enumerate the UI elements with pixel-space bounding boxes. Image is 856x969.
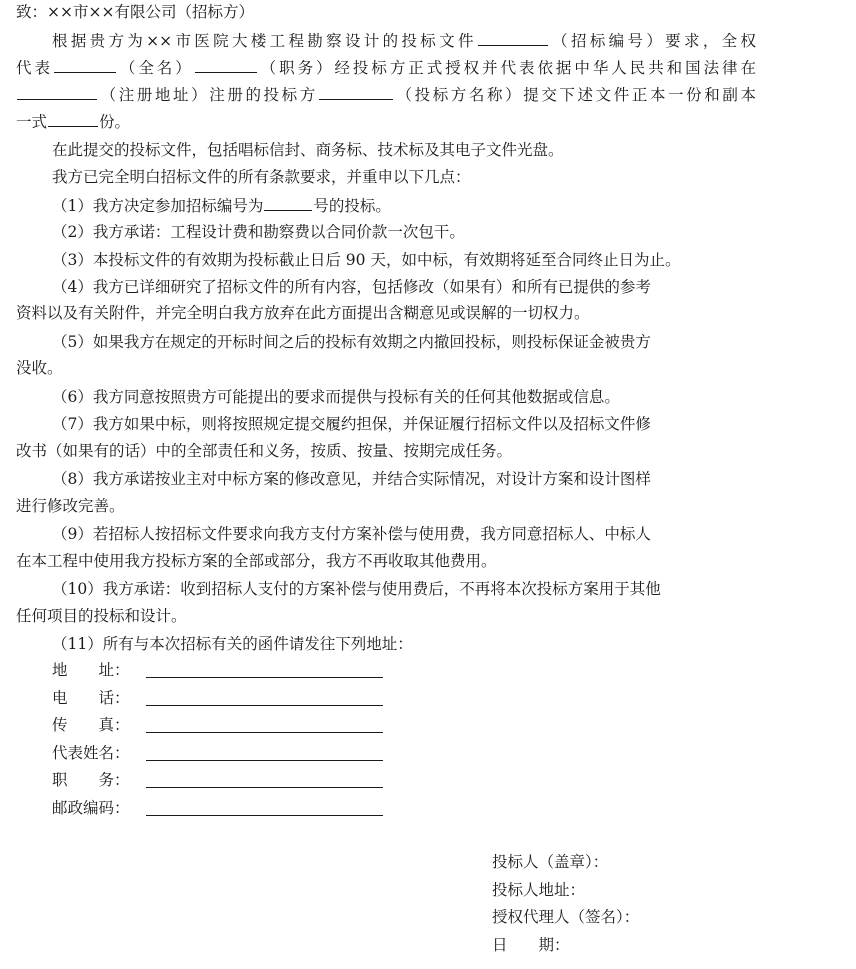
item-8-line-1: （8）我方承诺按业主对中标方案的修改意见，并结合实际情况，对设计方案和设计图样 <box>52 470 651 488</box>
item-6: （6）我方同意按照贵方可能提出的要求而提供与投标有关的任何其他数据或信息。 <box>52 388 620 406</box>
salutation: 致：××市××有限公司（招标方） <box>16 3 254 21</box>
contact-position-row <box>52 769 144 791</box>
contact-phone-label: 电 话： <box>52 689 130 707</box>
registered-address-blank <box>17 84 97 100</box>
item-4-line-2: 资料以及有关附件，并完全明白我方放弃在此方面提出含糊意见或误解的一切权力。 <box>16 304 590 322</box>
item-10-line-2: 任何项目的投标和设计。 <box>16 607 187 625</box>
contact-postcode-line <box>146 815 383 816</box>
bid-document-blank <box>478 30 548 46</box>
contact-phone-row <box>52 687 144 709</box>
bidder-name-blank <box>319 84 393 100</box>
contact-rep-name-row <box>52 742 144 764</box>
signature-agent-sign: 授权代理人（签名）： <box>492 908 640 926</box>
item-2: （2）我方承诺：工程设计费和勘察费以合同价款一次包干。 <box>52 223 465 241</box>
contact-address-row <box>52 659 144 681</box>
contact-rep-name-label: 代表姓名： <box>52 744 130 762</box>
contact-position-label: 职 务： <box>52 771 130 789</box>
item-1: （1）我方决定参加招标编号为 号的投标。 <box>52 197 391 215</box>
item-5-line-2: 没收。 <box>16 359 63 377</box>
contact-fax-row <box>52 714 144 736</box>
full-name-blank <box>54 57 116 73</box>
intro-line-4: 一式 份。 <box>16 113 131 131</box>
item-9-line-1: （9）若招标人按招标文件要求向我方支付方案补偿与使用费，我方同意招标人、中标人 <box>52 525 651 543</box>
bid-number-blank <box>264 195 312 211</box>
contact-postcode-label: 邮政编码： <box>52 799 130 817</box>
item-5-line-1: （5）如果我方在规定的开标时间之后的投标有效期之内撤回投标，则投标保证金被贵方 <box>52 333 651 351</box>
contact-address-line <box>146 677 383 678</box>
paragraph-declaration: 我方已完全明白招标文件的所有条款要求，并重申以下几点： <box>52 168 471 186</box>
item-9-line-2: 在本工程中使用我方投标方案的全部或部分，我方不再收取其他费用。 <box>16 552 497 570</box>
contact-fax-line <box>146 732 383 733</box>
item-7-line-2: 改书（如果有的话）中的全部责任和义务，按质、按量、按期完成任务。 <box>16 442 513 460</box>
item-4-line-1: （4）我方已详细研究了招标文件的所有内容，包括修改（如果有）和所有已提供的参考 <box>52 278 651 296</box>
item-3: （3）本投标文件的有效期为投标截止日后 90 天，如中标，有效期将延至合同终止日为止。 <box>52 251 681 269</box>
signature-date: 日 期： <box>492 936 570 954</box>
contact-address-label: 地 址： <box>52 661 130 679</box>
contact-postcode-row <box>52 797 144 819</box>
contact-phone-line <box>146 705 383 706</box>
copies-blank <box>48 111 98 127</box>
position-blank <box>195 57 257 73</box>
signature-bidder-address: 投标人地址： <box>492 881 586 899</box>
paragraph-submission: 在此提交的投标文件，包括唱标信封、商务标、技术标及其电子文件光盘。 <box>52 141 564 159</box>
intro-line-2: 代表 （全名） （职务）经投标方正式授权并代表依据中华人民共和国法律在 <box>16 59 756 77</box>
signature-bidder-seal: 投标人（盖章）： <box>492 853 609 871</box>
intro-line-3: （注册地址）注册的投标方 （投标方名称）提交下述文件正本一份和副本 <box>16 84 756 104</box>
item-7-line-1: （7）我方如果中标，则将按照规定提交履约担保，并保证履行招标文件以及招标文件修 <box>52 415 651 433</box>
contact-fax-label: 传 真： <box>52 716 130 734</box>
item-8-line-2: 进行修改完善。 <box>16 497 125 515</box>
intro-line-1: 根据贵方为××市医院大楼工程勘察设计的投标文件 （招标编号）要求，全权 <box>52 32 756 50</box>
item-11: （11）所有与本次招标有关的函件请发往下列地址： <box>52 635 413 653</box>
contact-position-line <box>146 787 383 788</box>
contact-rep-name-line <box>146 760 383 761</box>
item-10-line-1: （10）我方承诺：收到招标人支付的方案补偿与使用费后，不再将本次投标方案用于其他 <box>52 580 661 598</box>
